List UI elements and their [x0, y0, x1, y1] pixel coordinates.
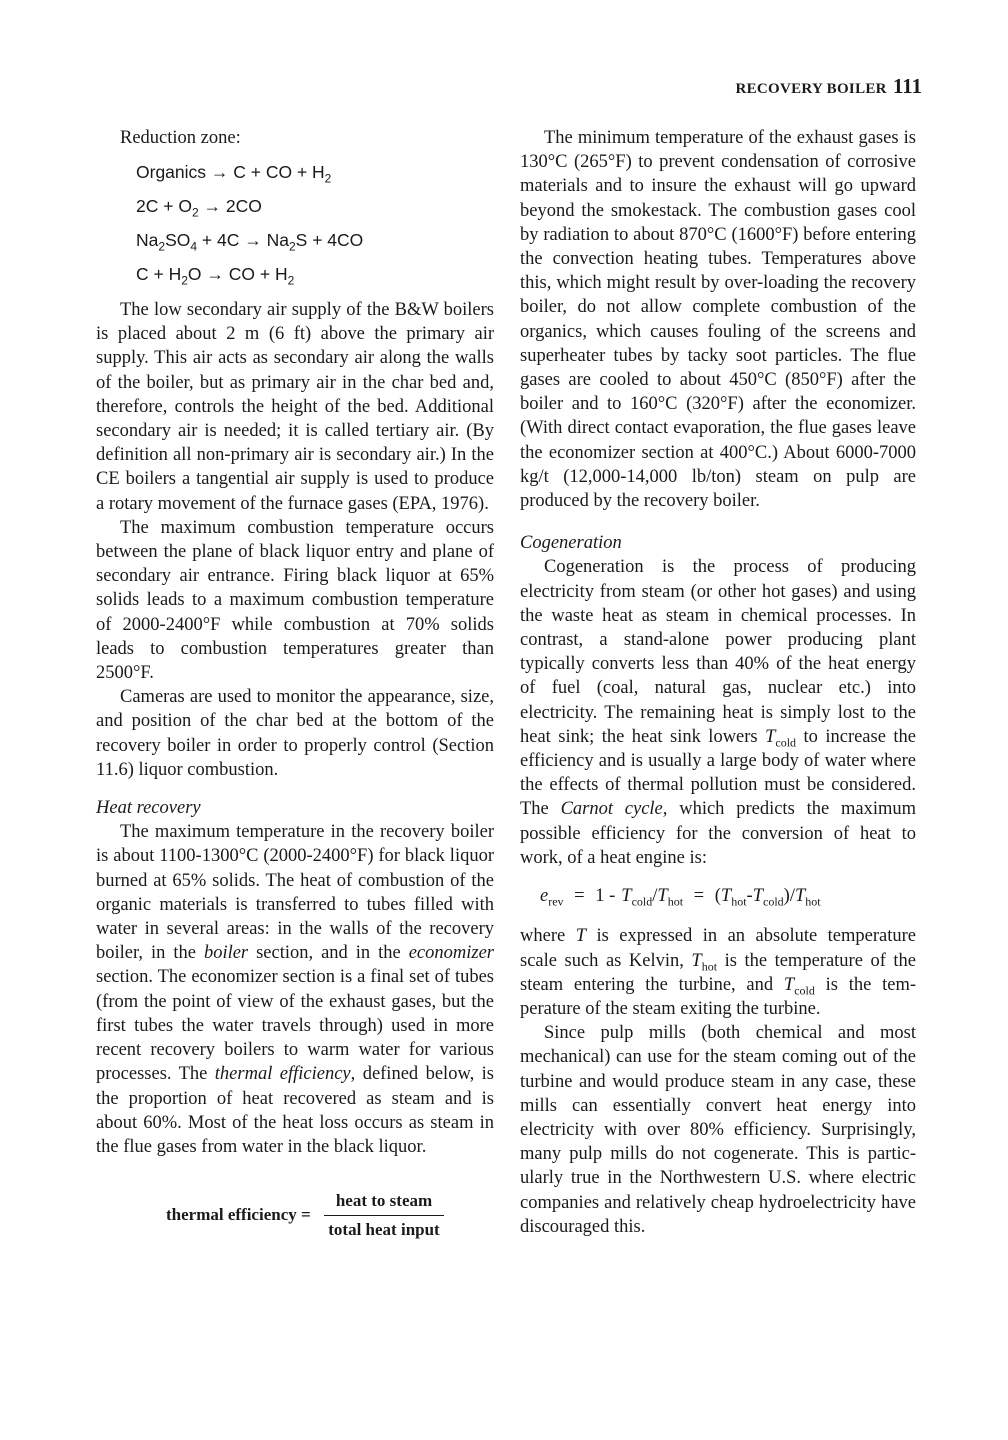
reaction-3-sub-1: 2 — [158, 239, 166, 254]
term-economizer: economizer — [408, 943, 495, 964]
heat-recovery-text-b: section, and in the — [248, 943, 409, 964]
reduction-zone-label: Reduction zone: — [120, 128, 241, 148]
reaction-2-text-b: → 2CO — [198, 196, 262, 216]
term-carnot-cycle: Carnot cycle, — [560, 799, 668, 820]
reaction-3-text-d: S + 4CO — [295, 230, 364, 250]
eq-e: e — [540, 886, 549, 907]
page-number: 111 — [892, 74, 922, 98]
term-boiler: boiler — [203, 943, 249, 964]
reaction-3 — [136, 228, 494, 252]
eq-minus: - — [746, 886, 753, 907]
eq-t-2: T — [657, 886, 668, 907]
reaction-2 — [136, 194, 494, 218]
reaction-4 — [136, 262, 494, 286]
where-hot-sub: hot — [701, 959, 718, 974]
reaction-3-sub-3: 2 — [288, 239, 296, 254]
eq-hot-sub-2: hot — [731, 894, 747, 909]
eq-equals-1: = — [574, 886, 585, 907]
eq-slash: / — [652, 886, 658, 907]
where-symbol-t: T — [575, 926, 586, 947]
cogeneration-text-b: to increase the efficiency and is usually a large body of water where the effects of thermal pollution must be considered. The — [520, 726, 916, 820]
eq-t-5: T — [794, 886, 806, 907]
reaction-3-text-c: + 4C → Na — [197, 230, 289, 250]
symbol-t: T — [765, 726, 776, 747]
reaction-1-text: Organics → C + CO + H — [136, 162, 325, 182]
eq-t-3: T — [720, 886, 732, 907]
carnot-equation — [520, 884, 916, 908]
eq-cold-sub-2: cold — [763, 894, 784, 909]
eq-one-minus: 1 - — [595, 886, 616, 907]
paragraph-cameras: Cameras are used to monitor the appearance, size, and position of the char bed at the bottom of the recovery boiler in order to properly control (Section 11.6) liquor combustion. — [96, 687, 494, 780]
paragraph-max-combustion: The maximum combustion temperature occurs between the plane of black liquor entry and plane of secondary air entrance. Firing black liquor at 65% solids leads to a maximum combustion temperature of 2000-2400°F while combustion at 70% solids leads to combustion temperatures greater than 2500°F. — [96, 517, 494, 684]
term-thermal-efficiency: thermal efficiency — [214, 1064, 351, 1085]
where-symbol-t-hot: T — [691, 950, 702, 971]
where-text-b: is expressed in an absolute temperature scale such as Kelvin, — [520, 926, 916, 971]
where-cold-sub: cold — [794, 983, 815, 998]
paragraph-where-t — [520, 924, 916, 1021]
right-column — [520, 126, 916, 1239]
paragraph-pulp-mills: Since pulp mills (both chemical and most mechanical) can use for the steam coming out of the turbine and would produce steam in any case, these mills can essentially convert heat energy into electricity with over 80% efficiency. Surprisingly, many pulp mills do not cogenerate. This is particularly true in the Northwestern U.S. where electric companies and relatively cheap hydroelectricity have discouraged this. — [520, 1023, 916, 1237]
thermal-efficiency-equation — [96, 1183, 494, 1243]
cogeneration-text-a: Cogeneration is the process of producing electricity from steam (or other hot gases) and using the waste heat as steam in chemical processes. In contrast, a stand-alone power producing plant typically converts less than 40% of the heat energy of fuel (coal, natural gas, nuclear etc.) into electricity. The remaining heat is simply lost to the heat sink; the heat sink lowers — [520, 557, 916, 747]
reaction-4-text-b: O → CO + H — [187, 264, 288, 284]
running-header — [735, 74, 922, 99]
reaction-1 — [136, 160, 494, 184]
equation-denominator: total heat input — [328, 1220, 440, 1240]
eq-hot-sub-3: hot — [805, 894, 821, 909]
running-head-title: RECOVERY BOILER — [735, 81, 887, 97]
reaction-4-text-a: C + H — [136, 264, 182, 284]
eq-t-1: T — [621, 886, 632, 907]
paragraph-cogeneration — [520, 555, 916, 870]
heat-recovery-text-d: , defined below, is the proportion of heat recovered as steam and is about 60%. Most of the heat loss occurs as steam in the flue gases from water in the black liquor. — [96, 1064, 494, 1157]
reaction-4-sub-2: 2 — [287, 273, 295, 288]
equation-lhs: thermal efficiency = — [166, 1205, 311, 1225]
reaction-4-sub-1: 2 — [181, 273, 188, 288]
reaction-1-sub: 2 — [324, 171, 332, 186]
eq-close-paren-slash: )/ — [783, 886, 795, 907]
where-text-d: is the temperature of the steam exiting the turbine. — [520, 974, 917, 1019]
eq-t-4: T — [752, 886, 763, 907]
reaction-3-text-b: SO — [165, 230, 191, 250]
reaction-3-text-a: Na — [136, 230, 159, 250]
reaction-2-text-a: 2C + O — [136, 196, 192, 216]
eq-equals-2: = — [693, 886, 705, 907]
reaction-list — [96, 160, 494, 286]
paragraph-exhaust-temperature: The minimum temperature of the exhaust gases is 130°C (265°F) to prevent condensation of corrosive materials and to insure the exhaust will go upward beyond the smokestack. The combustion gases cool by radiation to about 870°C (1600°F) before entering the convection heating tubes. Temperatures above this, which might result by over-loading the recovery boiler, do not allow complete combustion of the organics, which causes fouling of the screens and superheater tubes by tacky soot particles. The flue gases are cooled to about 450°C (850°F) after the boiler and to 160°C (320°F) after the economizer. (With direct contact evaporation, the flue gases leave the economizer section at 400°C.) About 6000-7000 kg/t (12,000-14,000 lb/ton) steam on pulp are produced by the recovery boiler. — [520, 128, 916, 512]
where-text-a: where — [520, 926, 576, 947]
reaction-2-sub: 2 — [191, 205, 199, 220]
equation-numerator: heat to steam — [324, 1189, 444, 1216]
heat-recovery-text-c: section. The economizer section is a final set of tubes (from the point of view of the exhaust gases, but the first tubes the water travels through) used in more recent recovery boilers to warm water for various processes. The — [96, 967, 494, 1085]
reaction-3-sub-2: 4 — [190, 239, 198, 254]
where-symbol-t-cold: T — [783, 974, 795, 995]
eq-open-paren: ( — [714, 886, 721, 907]
eq-cold-sub-1: cold — [631, 894, 653, 909]
cogeneration-text-c: which predicts the maximum possible efficiency for the conversion of heat to work, of a heat engine is: — [520, 799, 916, 868]
left-column — [96, 126, 494, 1243]
where-text-c: is the temperature of the steam entering the turbine, and — [520, 950, 916, 995]
equation-fraction — [324, 1189, 444, 1242]
heading-cogeneration: Cogeneration — [520, 533, 622, 554]
heading-heat-recovery: Heat recovery — [96, 798, 201, 819]
eq-hot-sub-1: hot — [667, 894, 684, 909]
eq-rev-sub: rev — [548, 894, 564, 909]
paragraph-heat-recovery — [96, 820, 494, 1159]
symbol-cold-sub: cold — [775, 735, 797, 750]
heat-recovery-text-a: The maximum temperature in the recovery boiler is about 1100-1300°C (2000-2400°F) for black liquor burned at 65% solids. The heat of combustion of the organic materials is transferred to tubes filled with water in several areas: in the walls of the recovery boiler, in the — [96, 822, 494, 964]
paragraph-secondary-air: The low secondary air supply of the B&W boilers is placed about 2 m (6 ft) above the primary air supply. This air acts as secondary air along the walls of the boiler, but as primary air in the char bed and, therefore, controls the height of the bed. Additional secondary air is needed; it is called tertiary air. (By definition all non-primary air is secondary air.) In the CE boilers a tangential air supply is used to produce a rotary movement of the furnace gases (EPA, 1976). — [96, 300, 494, 514]
